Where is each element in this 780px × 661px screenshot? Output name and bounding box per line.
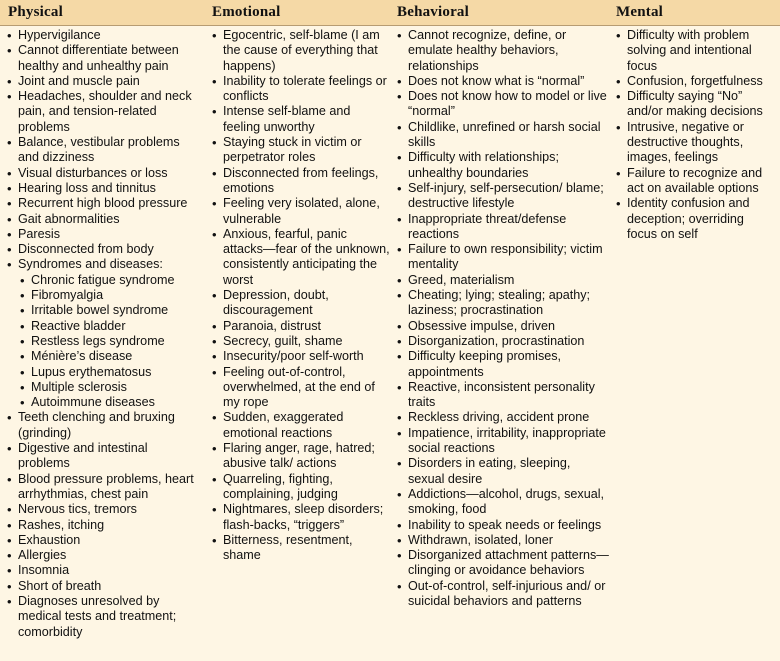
physical-column <box>5 28 201 661</box>
header-mental: Mental <box>616 4 664 20</box>
list-item: • Blood pressure problems, heart arrhythmias, chest pain <box>5 472 201 503</box>
list-item: • Secrecy, guilt, shame <box>210 334 390 349</box>
header-behavioral: Behavioral <box>397 4 469 20</box>
list-item: • Difficulty saying “No” and/or making decisions <box>614 89 774 120</box>
list-item: • Digestive and intestinal problems <box>5 441 201 472</box>
list-item: • Nightmares, sleep disorders; flash-backs, “triggers” <box>210 502 390 533</box>
list-item: • Paresis <box>5 227 201 242</box>
list-item: • Bitterness, resentment, shame <box>210 533 390 564</box>
emotional-column <box>210 28 390 661</box>
header-emotional: Emotional <box>212 4 281 20</box>
list-item: • Inappropriate threat/defense reactions <box>395 212 610 243</box>
behavioral-column <box>395 28 610 661</box>
list-item: • Failure to recognize and act on available options <box>614 166 774 197</box>
sub-list-item: • Lupus erythematosus <box>5 365 201 380</box>
header-physical: Physical <box>8 4 63 20</box>
emotional-list <box>210 28 390 563</box>
list-item: • Gait abnormalities <box>5 212 201 227</box>
list-item: • Impatience, irritability, inappropriate social reactions <box>395 426 610 457</box>
list-item: • Disconnected from feelings, emotions <box>210 166 390 197</box>
list-item: • Withdrawn, isolated, loner <box>395 533 610 548</box>
list-item: • Paranoia, distrust <box>210 319 390 334</box>
sub-list-item: • Irritable bowel syndrome <box>5 303 201 318</box>
list-item: • Difficulty keeping promises, appointments <box>395 349 610 380</box>
list-item: • Feeling very isolated, alone, vulnerable <box>210 196 390 227</box>
table-header-row <box>0 0 780 26</box>
list-item: • Disorganization, procrastination <box>395 334 610 349</box>
list-item: • Teeth clenching and bruxing (grinding) <box>5 410 201 441</box>
list-item: • Obsessive impulse, driven <box>395 319 610 334</box>
list-item: • Flaring anger, rage, hatred; abusive talk/ actions <box>210 441 390 472</box>
list-item: • Self-injury, self-persecution/ blame; destructive lifestyle <box>395 181 610 212</box>
list-item: • Headaches, shoulder and neck pain, and tension-related problems <box>5 89 201 135</box>
list-item: • Quarreling, fighting, complaining, judging <box>210 472 390 503</box>
sub-list-item: • Autoimmune diseases <box>5 395 201 410</box>
list-item: • Difficulty with relationships; unhealthy boundaries <box>395 150 610 181</box>
list-item: • Nervous tics, tremors <box>5 502 201 517</box>
list-item: • Intense self-blame and feeling unworthy <box>210 104 390 135</box>
list-item: • Does not know what is “normal” <box>395 74 610 89</box>
list-item: • Confusion, forgetfulness <box>614 74 774 89</box>
sub-list-item: • Reactive bladder <box>5 319 201 334</box>
list-item: • Childlike, unrefined or harsh social skills <box>395 120 610 151</box>
list-item: • Balance, vestibular problems and dizziness <box>5 135 201 166</box>
list-item: • Insecurity/poor self-worth <box>210 349 390 364</box>
list-item: • Visual disturbances or loss <box>5 166 201 181</box>
list-item: • Hearing loss and tinnitus <box>5 181 201 196</box>
list-item: • Difficulty with problem solving and intentional focus <box>614 28 774 74</box>
list-item: • Diagnoses unresolved by medical tests and treatment; comorbidity <box>5 594 201 640</box>
list-item: • Disconnected from body <box>5 242 201 257</box>
list-item: • Does not know how to model or live “normal” <box>395 89 610 120</box>
list-item: • Short of breath <box>5 579 201 594</box>
sub-list-item: • Restless legs syndrome <box>5 334 201 349</box>
list-item: • Inability to tolerate feelings or conflicts <box>210 74 390 105</box>
list-item: • Allergies <box>5 548 201 563</box>
sub-list-item: • Chronic fatigue syndrome <box>5 273 201 288</box>
physical-list <box>5 28 201 640</box>
list-item: • Greed, materialism <box>395 273 610 288</box>
list-item: • Egocentric, self-blame (I am the cause of everything that happens) <box>210 28 390 74</box>
list-item: • Disorders in eating, sleeping, sexual desire <box>395 456 610 487</box>
list-item: • Out-of-control, self-injurious and/ or suicidal behaviors and patterns <box>395 579 610 610</box>
list-item: • Reactive, inconsistent personality traits <box>395 380 610 411</box>
list-item: • Feeling out-of-control, overwhelmed, at the end of my rope <box>210 365 390 411</box>
behavioral-list <box>395 28 610 609</box>
list-item: • Insomnia <box>5 563 201 578</box>
mental-list <box>614 28 774 242</box>
list-item: • Exhaustion <box>5 533 201 548</box>
list-item: • Sudden, exaggerated emotional reactions <box>210 410 390 441</box>
list-item: • Identity confusion and deception; overriding focus on self <box>614 196 774 242</box>
list-item: • Syndromes and diseases: <box>5 257 201 272</box>
list-item: • Cannot differentiate between healthy and unhealthy pain <box>5 43 201 74</box>
sub-list-item: • Multiple sclerosis <box>5 380 201 395</box>
list-item: • Inability to speak needs or feelings <box>395 518 610 533</box>
list-item: • Cannot recognize, define, or emulate healthy behaviors, relationships <box>395 28 610 74</box>
list-item: • Hypervigilance <box>5 28 201 43</box>
list-item: • Rashes, itching <box>5 518 201 533</box>
list-item: • Disorganized attachment patterns—clinging or avoidance behaviors <box>395 548 610 579</box>
mental-column <box>614 28 774 661</box>
list-item: • Intrusive, negative or destructive thoughts, images, feelings <box>614 120 774 166</box>
list-item: • Failure to own responsibility; victim mentality <box>395 242 610 273</box>
list-item: • Addictions—alcohol, drugs, sexual, smoking, food <box>395 487 610 518</box>
sub-list-item: • Fibromyalgia <box>5 288 201 303</box>
sub-list-item: • Ménière’s disease <box>5 349 201 364</box>
list-item: • Depression, doubt, discouragement <box>210 288 390 319</box>
list-item: • Joint and muscle pain <box>5 74 201 89</box>
list-item: • Staying stuck in victim or perpetrator roles <box>210 135 390 166</box>
list-item: • Recurrent high blood pressure <box>5 196 201 211</box>
list-item: • Cheating; lying; stealing; apathy; laziness; procrastination <box>395 288 610 319</box>
list-item: • Reckless driving, accident prone <box>395 410 610 425</box>
list-item: • Anxious, fearful, panic attacks—fear of the unknown, consistently anticipating the worst <box>210 227 390 288</box>
